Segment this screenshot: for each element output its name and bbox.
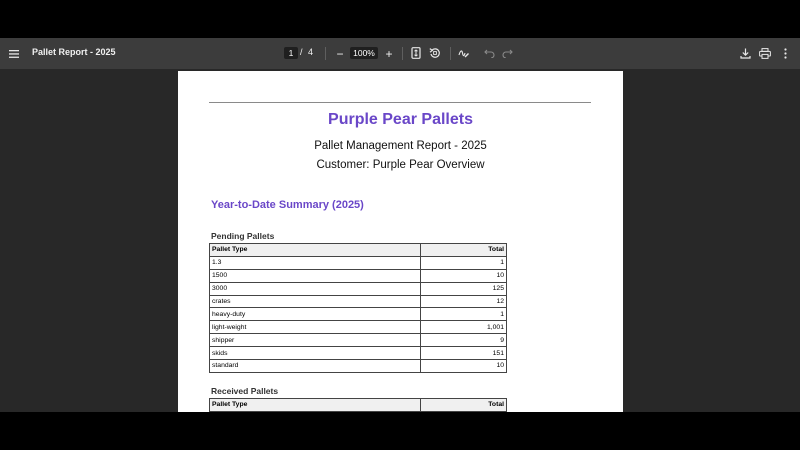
table-header-row: [210, 244, 507, 257]
annotate-icon: [458, 47, 470, 59]
toolbar-divider: [402, 47, 403, 60]
header-rule: [209, 102, 591, 103]
pending-pallets-table: [209, 243, 507, 373]
table-row: [210, 308, 507, 321]
table-row: [210, 269, 507, 282]
toolbar-divider: [450, 47, 451, 60]
download-button[interactable]: [738, 46, 752, 60]
fit-page-icon: [411, 47, 421, 59]
letterbox-bottom: [0, 412, 800, 450]
pallet-type-cell: skids: [210, 347, 421, 360]
pdf-page: [178, 71, 623, 412]
total-cell: 12: [421, 295, 507, 308]
pallet-type-cell: crates: [210, 295, 421, 308]
company-name: Purple Pear Pallets: [328, 111, 473, 128]
print-icon: [759, 48, 771, 59]
total-cell: 1: [421, 308, 507, 321]
table-row: [210, 282, 507, 295]
pallet-type-cell: standard: [210, 360, 421, 373]
document-title: Pallet Report - 2025: [32, 47, 116, 57]
received-pallets-table: [209, 398, 507, 412]
page-number-input[interactable]: 1: [284, 47, 298, 59]
pallet-type-cell: 1.3: [210, 256, 421, 269]
more-options-button[interactable]: [779, 46, 791, 60]
menu-button[interactable]: [6, 46, 22, 61]
rotate-button[interactable]: [428, 46, 442, 60]
more-vert-icon: [784, 48, 787, 59]
received-pallets-title: Received Pallets: [211, 386, 279, 396]
table-row: [210, 347, 507, 360]
print-button[interactable]: [758, 46, 772, 60]
annotate-button[interactable]: [457, 46, 471, 60]
zoom-input[interactable]: 100%: [350, 47, 378, 59]
pallet-type-cell: light-weight: [210, 321, 421, 334]
page-separator: /: [300, 47, 303, 57]
pallet-type-cell: 3000: [210, 282, 421, 295]
report-title: Pallet Management Report - 2025: [314, 140, 487, 152]
total-cell: 10: [421, 269, 507, 282]
pending-pallets-title: Pending Pallets: [211, 231, 275, 241]
column-header-pallet-type: Pallet Type: [210, 399, 421, 412]
pallet-type-cell: heavy-duty: [210, 308, 421, 321]
menu-icon: [9, 50, 19, 58]
download-icon: [740, 48, 751, 59]
total-cell: 125: [421, 282, 507, 295]
table-header-row: [210, 399, 507, 412]
column-header-total: Total: [421, 244, 507, 257]
total-cell: 1: [421, 256, 507, 269]
undo-button[interactable]: [482, 46, 496, 60]
undo-icon: [484, 48, 495, 58]
table-row: [210, 334, 507, 347]
total-cell: 9: [421, 334, 507, 347]
toolbar-divider: [325, 47, 326, 60]
table-row: [210, 295, 507, 308]
pdf-toolbar: [0, 38, 800, 69]
pdf-viewer-area[interactable]: [0, 69, 800, 412]
table-row: [210, 321, 507, 334]
fit-page-button[interactable]: [409, 46, 423, 60]
zoom-in-button[interactable]: +: [385, 46, 393, 61]
redo-icon: [502, 48, 513, 58]
summary-heading: Year-to-Date Summary (2025): [211, 199, 364, 211]
column-header-total: Total: [421, 399, 507, 412]
redo-button[interactable]: [500, 46, 514, 60]
pallet-type-cell: 1500: [210, 269, 421, 282]
total-cell: 1,001: [421, 321, 507, 334]
rotate-icon: [429, 47, 441, 59]
column-header-pallet-type: Pallet Type: [210, 244, 421, 257]
total-cell: 151: [421, 347, 507, 360]
pallet-type-cell: shipper: [210, 334, 421, 347]
total-cell: 10: [421, 360, 507, 373]
page-total: 4: [308, 47, 314, 57]
customer-line: Customer: Purple Pear Overview: [316, 159, 485, 171]
zoom-out-button[interactable]: −: [336, 46, 344, 61]
table-row: [210, 256, 507, 269]
table-row: [210, 360, 507, 373]
